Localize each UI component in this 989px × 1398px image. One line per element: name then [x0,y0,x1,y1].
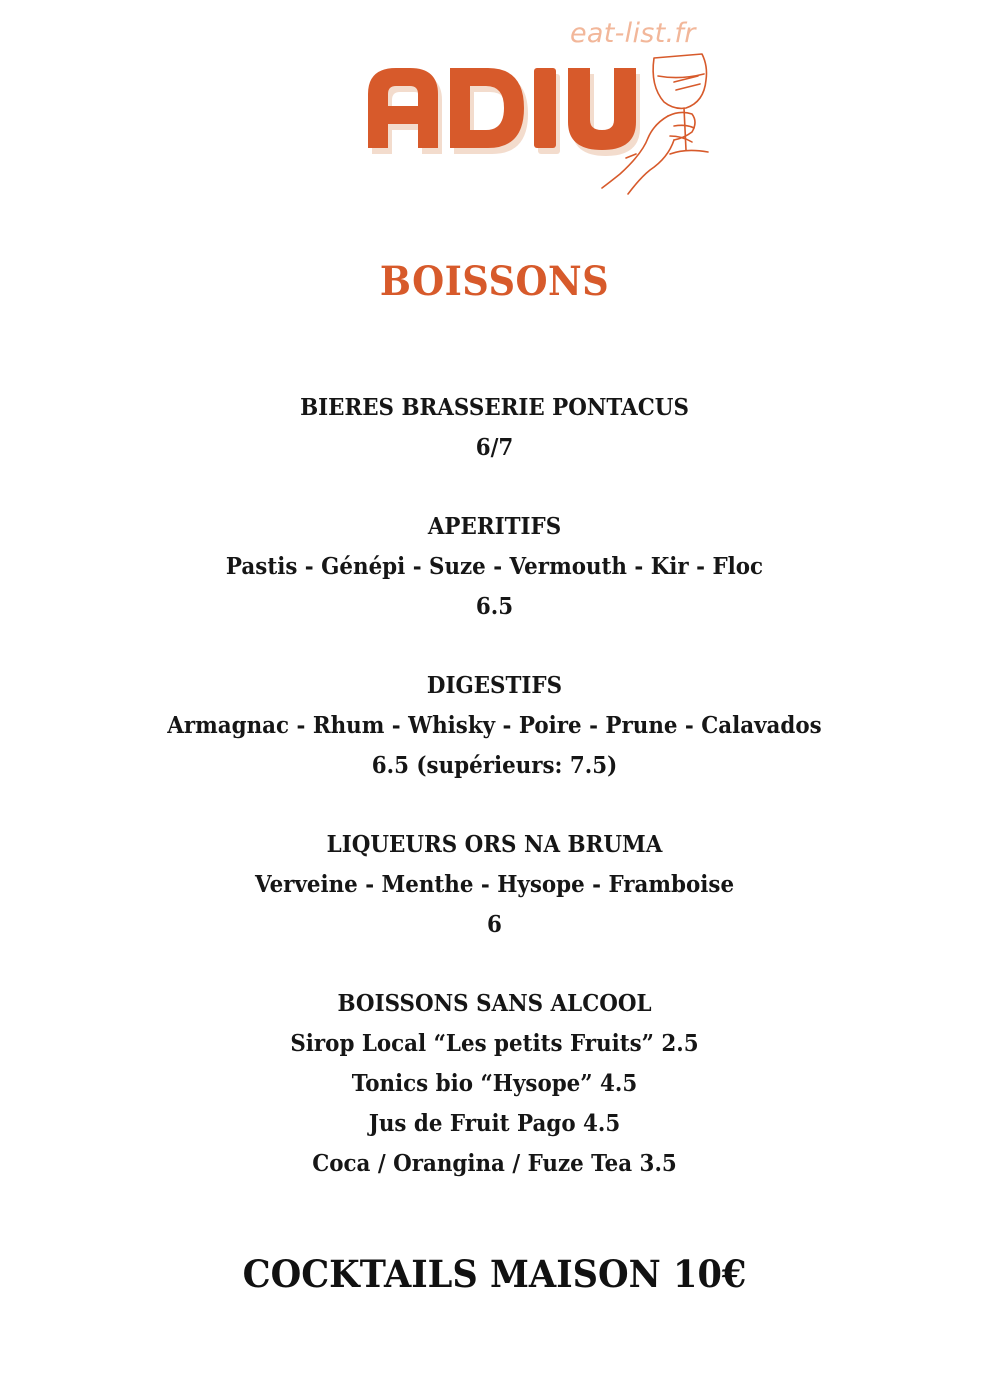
adiu-logo [358,46,718,196]
section-heading: BOISSONS SANS ALCOOL [337,990,652,1017]
menu-item: Sirop Local “Les petits Fruits” 2.5 [290,1030,699,1057]
logo-letter-u [568,68,636,150]
cocktails-footer: COCKTAILS MAISON 10€ [242,1252,747,1296]
menu-section-aperitifs [0,507,989,627]
logo-letter-i [534,68,556,148]
item-list: Verveine - Menthe - Hysope - Framboise [254,871,735,898]
section-heading: BIERES BRASSERIE PONTACUS [300,394,689,421]
section-heading: APERITIFS [427,513,562,540]
price-line: 6.5 (supérieurs: 7.5) [371,752,618,779]
price-line: 6/7 [475,434,514,461]
menu-item: Jus de Fruit Pago 4.5 [368,1110,621,1137]
section-heading: LIQUEURS ORS NA BRUMA [326,831,663,858]
menu-section-digestifs [0,666,989,786]
menu-section-liqueurs [0,825,989,945]
price-line: 6 [487,911,502,938]
menu-section-soft-drinks [0,984,989,1184]
menu-item: Tonics bio “Hysope” 4.5 [351,1070,638,1097]
item-list: Pastis - Génépi - Suze - Vermouth - Kir - Floc [225,553,764,580]
page-title: BOISSONS [379,258,610,305]
item-list: Armagnac - Rhum - Whisky - Poire - Prune - Calavados [167,712,822,739]
logo-letter-a [368,68,438,148]
price-line: 6.5 [475,593,514,620]
drinks-menu [0,388,989,1223]
watermark-text: eat-list.fr [570,18,696,49]
menu-section-beers [0,388,989,468]
section-heading: DIGESTIFS [426,672,563,699]
menu-item: Coca / Orangina / Fuze Tea 3.5 [312,1150,677,1177]
logo-letter-d [450,68,524,148]
